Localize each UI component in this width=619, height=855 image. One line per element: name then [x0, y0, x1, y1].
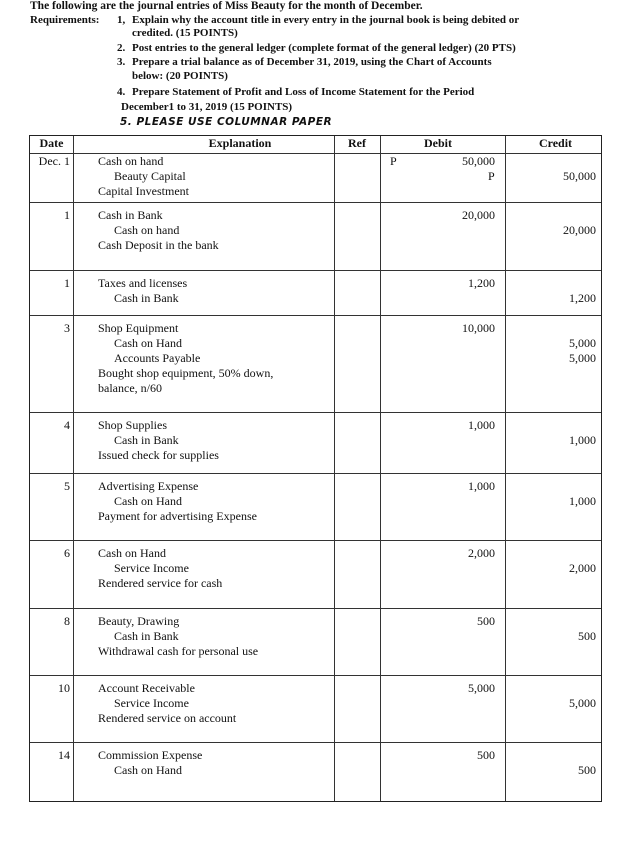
entry-credit-amount: 50,000	[563, 169, 596, 183]
entry-debit-amount: 5,000	[468, 681, 495, 695]
entry-ref-credit: P	[488, 169, 495, 183]
entry-credit-amount: 1,000	[569, 433, 596, 447]
entry-date: 5	[64, 479, 70, 493]
entry-debit-amount: 20,000	[462, 208, 495, 222]
entry-debit-amount: 2,000	[468, 546, 495, 560]
entry-line-text: Shop Equipment	[98, 321, 179, 335]
entry-date: 4	[64, 418, 70, 432]
entry-date: Dec. 1	[38, 154, 70, 168]
explanation-column-rule	[334, 136, 335, 801]
debit-column-rule	[505, 136, 506, 801]
entry-debit-amount: 500	[477, 614, 495, 628]
entry-line-text: Rendered service on account	[98, 711, 237, 725]
entry-credit-amount: 1,200	[569, 291, 596, 305]
entry-date: 10	[58, 681, 70, 695]
entry-separator	[30, 608, 601, 609]
requirement-2-text: Post entries to the general ledger (complete format of the general ledger) (20 PTS)	[132, 42, 516, 54]
entry-line-text: Bought shop equipment, 50% down,	[98, 366, 274, 380]
entry-credit-amount: 5,000	[569, 351, 596, 365]
handwritten-note: 5. PLEASE USE COLUMNAR PAPER	[120, 116, 333, 128]
entry-line-text: Beauty Capital	[114, 169, 186, 183]
entry-credit-amount: 1,000	[569, 494, 596, 508]
entry-line-text: Cash in Bank	[98, 208, 163, 222]
entry-debit-amount: 500	[477, 748, 495, 762]
ref-header: Ref	[348, 136, 366, 150]
entry-date: 1	[64, 208, 70, 222]
entry-line-text: Advertising Expense	[98, 479, 199, 493]
entry-separator	[30, 540, 601, 541]
entry-line-text: Service Income	[114, 696, 189, 710]
entry-ref-debit: P	[390, 154, 397, 168]
entry-date: 8	[64, 614, 70, 628]
entry-line-text: Cash Deposit in the bank	[98, 238, 219, 252]
entry-line-text: Taxes and licenses	[98, 276, 188, 290]
entry-credit-amount: 5,000	[569, 336, 596, 350]
requirement-1-cont: credited. (15 POINTS)	[132, 27, 238, 39]
entry-separator	[30, 270, 601, 271]
entry-line-text: Payment for advertising Expense	[98, 509, 257, 523]
requirement-4-num: 4.	[117, 86, 126, 98]
entry-debit-amount: 10,000	[462, 321, 495, 335]
entry-line-text: Capital Investment	[98, 184, 189, 198]
requirement-1-text: Explain why the account title in every entry in the journal book is being debited or	[132, 14, 520, 26]
entry-line-text: Issued check for supplies	[98, 448, 219, 462]
requirement-1-num: 1,	[117, 14, 126, 26]
entry-credit-amount: 500	[578, 629, 596, 643]
entry-line-text: Beauty, Drawing	[98, 614, 180, 628]
entry-debit-amount: 1,000	[468, 479, 495, 493]
entry-line-text: Cash on hand	[98, 154, 164, 168]
entry-debit-amount: 50,000	[462, 154, 495, 168]
requirement-3-num: 3.	[117, 56, 126, 68]
date-column-rule	[73, 136, 74, 801]
entry-line-text: balance, n/60	[98, 381, 162, 395]
entry-line-text: Account Receivable	[98, 681, 195, 695]
date-header: Date	[39, 136, 64, 150]
entry-line-text: Cash on Hand	[114, 494, 182, 508]
entry-line-text: Cash in Bank	[114, 629, 179, 643]
entry-line-text: Accounts Payable	[114, 351, 201, 365]
requirement-2-num: 2.	[117, 42, 126, 54]
entry-line-text: Withdrawal cash for personal use	[98, 644, 259, 658]
entry-line-text: Cash in Bank	[114, 291, 179, 305]
entry-line-text: Cash on hand	[114, 223, 180, 237]
entry-debit-amount: 1,200	[468, 276, 495, 290]
entry-credit-amount: 20,000	[563, 223, 596, 237]
explanation-header: Explanation	[208, 136, 272, 150]
intro-text: The following are the journal entries of Miss Beauty for the month of December.	[30, 0, 423, 12]
entry-line-text: Cash on Hand	[114, 763, 182, 777]
ref-column-rule	[380, 136, 381, 801]
credit-header: Credit	[538, 136, 573, 150]
entry-line-text: Cash on Hand	[98, 546, 166, 560]
requirement-3-text: Prepare a trial balance as of December 31, 2019, using the Chart of Accounts	[132, 56, 492, 68]
entry-separator	[30, 202, 601, 203]
entry-separator	[30, 473, 601, 474]
entry-credit-amount: 500	[578, 763, 596, 777]
requirement-4-text: Prepare Statement of Profit and Loss of Income Statement for the Period	[132, 86, 475, 98]
requirement-3-cont: below: (20 POINTS)	[132, 70, 228, 82]
entry-date: 14	[58, 748, 70, 762]
entry-separator	[30, 675, 601, 676]
journal-table	[29, 135, 602, 802]
entry-date: 1	[64, 276, 70, 290]
entry-separator	[30, 315, 601, 316]
requirements-label: Requirements:	[30, 14, 100, 26]
entry-date: 6	[64, 546, 70, 560]
entry-date: 3	[64, 321, 70, 335]
entry-line-text: Service Income	[114, 561, 189, 575]
entry-line-text: Cash on Hand	[114, 336, 182, 350]
entry-separator	[30, 742, 601, 743]
entry-line-text: Cash in Bank	[114, 433, 179, 447]
entry-credit-amount: 5,000	[569, 696, 596, 710]
entry-line-text: Rendered service for cash	[98, 576, 223, 590]
debit-header: Debit	[424, 136, 452, 150]
entry-debit-amount: 1,000	[468, 418, 495, 432]
entry-separator	[30, 412, 601, 413]
requirement-4-cont: December1 to 31, 2019 (15 POINTS)	[121, 101, 293, 113]
entry-credit-amount: 2,000	[569, 561, 596, 575]
entry-line-text: Commission Expense	[98, 748, 203, 762]
entry-line-text: Shop Supplies	[98, 418, 168, 432]
